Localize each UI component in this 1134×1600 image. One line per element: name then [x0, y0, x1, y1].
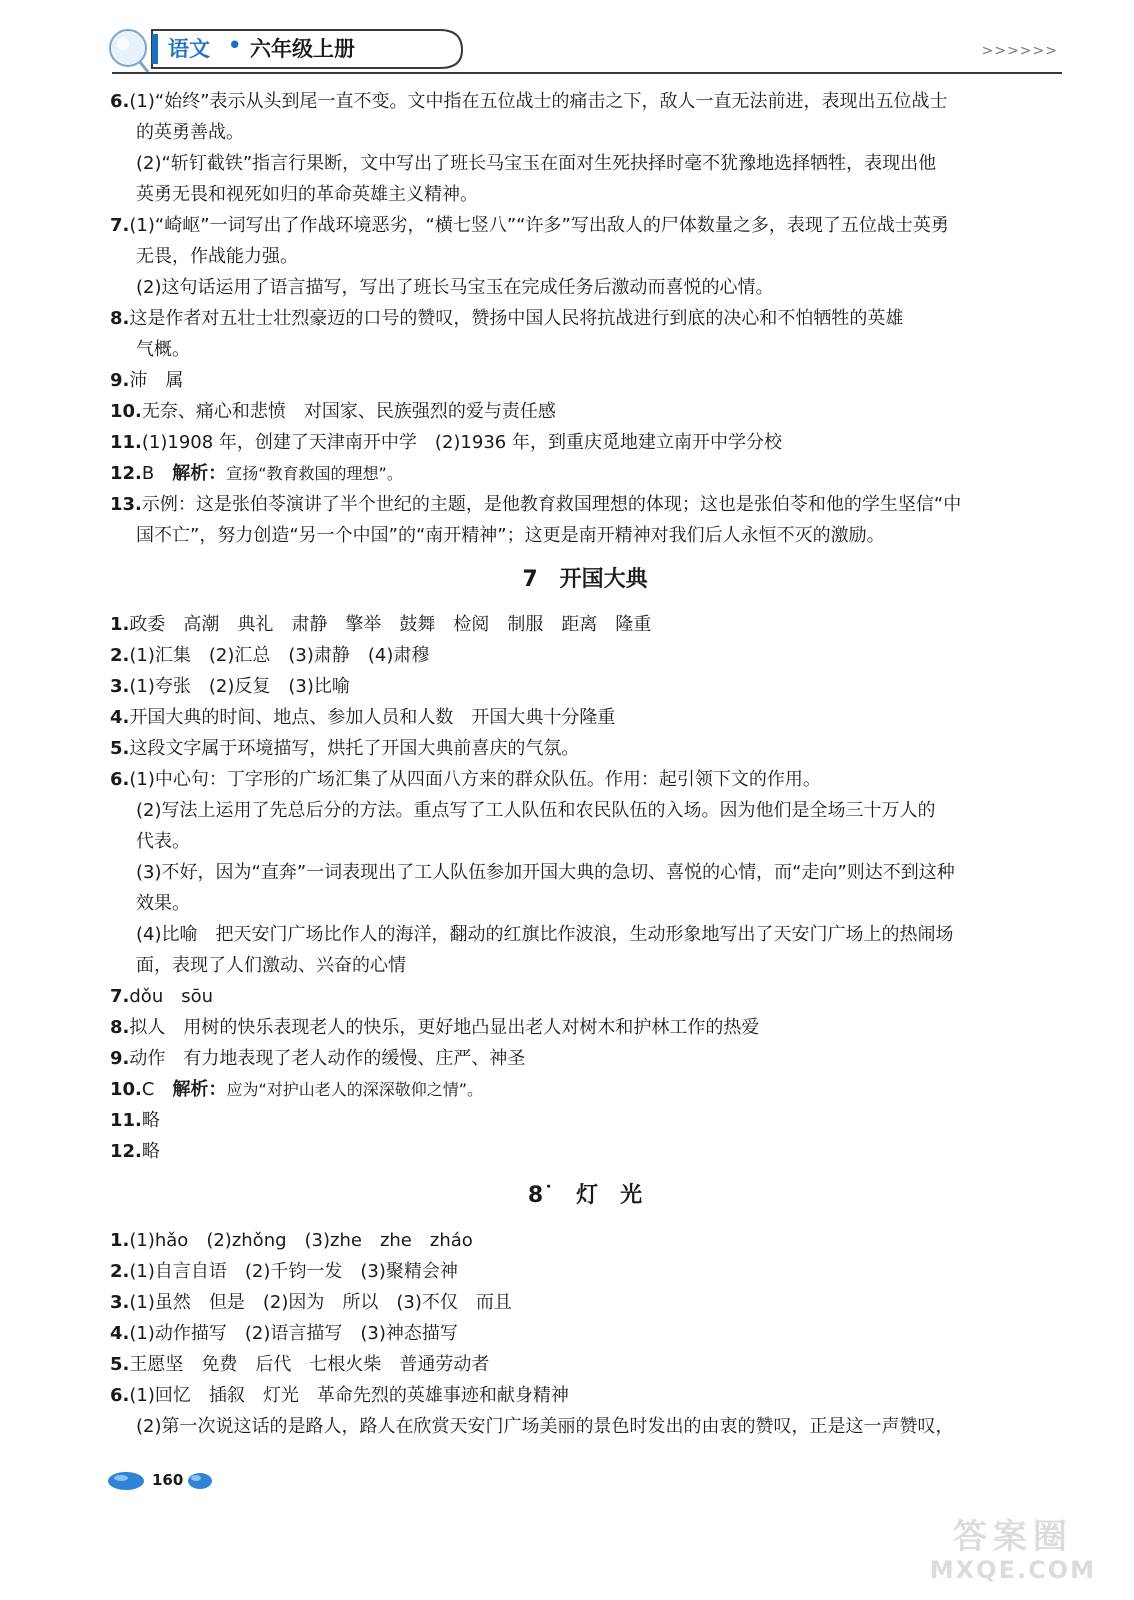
analysis-text: 应为“对护山老人的深深敬仰之情”。 [226, 1080, 484, 1099]
answer-line [110, 1043, 1060, 1074]
answer-line [110, 1349, 1060, 1380]
answer-text: 示例：这是张伯苓演讲了半个世纪的主题，是他教育救国理想的体现；这也是张伯苓和他的学生坚信“中 [141, 494, 962, 515]
question-number: 6. [110, 769, 130, 790]
answer-text: 王愿坚 免费 后代 七根火柴 普通劳动者 [129, 1354, 490, 1375]
answer-line [110, 1225, 1060, 1256]
answer-line [110, 888, 1060, 919]
question-number: 2. [110, 1261, 130, 1282]
answer-line [110, 609, 1060, 640]
question-number: 12. [110, 1141, 142, 1162]
answer-line [110, 733, 1060, 764]
question-number: 3. [110, 676, 130, 697]
answer-line [110, 148, 1060, 179]
watermark-line2: MXQE.COM [929, 1556, 1096, 1584]
answer-text: 无畏，作战能力强。 [136, 246, 298, 267]
question-number: 2. [110, 645, 130, 666]
answer-line [110, 396, 1060, 427]
answer-line [110, 795, 1060, 826]
analysis-label: 解析： [172, 463, 227, 484]
question-number: 1. [110, 1230, 130, 1251]
answer-line [110, 981, 1060, 1012]
question-number: 6. [110, 1385, 130, 1406]
answer-text: 无奈、痛心和悲愤 对国家、民族强烈的爱与责任感 [141, 401, 556, 422]
answer-line [110, 365, 1060, 396]
answer-text: 略 [141, 1110, 160, 1131]
question-number: 5. [110, 738, 130, 759]
answer-text: dǒu sōu [129, 986, 214, 1007]
answer-text: (1)汇集 (2)汇总 (3)肃静 (4)肃穆 [129, 645, 430, 666]
answer-text: (1)自言自语 (2)千钧一发 (3)聚精会神 [129, 1261, 458, 1282]
answer-line [110, 1105, 1060, 1136]
answer-text: (1)中心句：丁字形的广场汇集了从四面八方来的群众队伍。作用：起引领下文的作用。 [129, 769, 821, 790]
answer-line [110, 117, 1060, 148]
question-number: 3. [110, 1292, 130, 1313]
answer-line [110, 950, 1060, 981]
answer-text: 代表。 [136, 831, 190, 852]
question-number: 4. [110, 1323, 130, 1344]
question-number: 13. [110, 494, 142, 515]
answer-text: (1)1908 年，创建了天津南开中学 (2)1936 年，到重庆觅地建立南开中学分校 [141, 432, 782, 453]
question-number: 6. [110, 91, 130, 112]
answer-text: (3)不好，因为“直奔”一词表现出了工人队伍参加开国大典的急切、喜悦的心情，而“走向”则达不到这种 [136, 862, 955, 883]
section-heading: 灯 光 [576, 1183, 643, 1208]
answer-line [110, 86, 1060, 117]
page-footer [108, 1468, 218, 1492]
answer-line [110, 857, 1060, 888]
answer-text: (1)回忆 插叙 灯光 革命先烈的英雄事迹和献身精神 [129, 1385, 569, 1406]
section-number: 7 [522, 567, 538, 592]
answer-line [110, 1411, 1060, 1442]
answer-line [110, 241, 1060, 272]
answer-text: 国不亡”，努力创造“另一个中国”的“南开精神”；这更是南开精神对我们后人永恒不灭的激励。 [136, 525, 885, 546]
answer-text: (1)夸张 (2)反复 (3)比喻 [129, 676, 350, 697]
header-subject: 语文 [168, 37, 210, 61]
watermark-line1: 答案圈 [952, 1517, 1073, 1557]
answer-text: 的英勇善战。 [136, 122, 244, 143]
answer-line [110, 427, 1060, 458]
answer-line [110, 919, 1060, 950]
answer-text: 开国大典的时间、地点、参加人员和人数 开国大典十分隆重 [129, 707, 616, 728]
answer-line [110, 458, 1060, 489]
header-arrows: >>>>>> [981, 43, 1058, 59]
question-number: 11. [110, 1110, 142, 1131]
answer-text: C [141, 1079, 173, 1100]
answer-line [110, 334, 1060, 365]
answer-line [110, 640, 1060, 671]
analysis-text: 宣扬“教育救国的理想”。 [226, 464, 403, 483]
answer-text: 这段文字属于环境描写，烘托了开国大典前喜庆的气氛。 [129, 738, 580, 759]
question-number: 12. [110, 463, 142, 484]
answer-line [110, 1136, 1060, 1167]
section-number: 8˙ [527, 1183, 555, 1208]
answer-line [110, 179, 1060, 210]
answer-line [110, 826, 1060, 857]
header-dot: • [228, 33, 242, 57]
answer-line [110, 1012, 1060, 1043]
answer-text: (1)hǎo (2)zhǒng (3)zhe zhe zháo [129, 1230, 473, 1251]
question-number: 1. [110, 614, 130, 635]
section-title [110, 553, 1060, 607]
header-rule [112, 72, 1062, 74]
answer-text: 动作 有力地表现了老人动作的缓慢、庄严、神圣 [129, 1048, 526, 1069]
question-number: 10. [110, 401, 142, 422]
question-number: 5. [110, 1354, 130, 1375]
answer-line [110, 489, 1060, 520]
section-title [110, 1169, 1060, 1223]
answer-line [110, 702, 1060, 733]
answer-line [110, 671, 1060, 702]
answer-text: B [141, 463, 173, 484]
answer-text: (4)比喻 把天安门广场比作人的海洋，翻动的红旗比作波浪，生动形象地写出了天安门广场上的热闹场 [136, 924, 954, 945]
answer-line [110, 1380, 1060, 1411]
question-number: 9. [110, 1048, 130, 1069]
question-number: 9. [110, 370, 130, 391]
answer-line [110, 303, 1060, 334]
answer-text: 面，表现了人们激动、兴奋的心情 [136, 955, 406, 976]
answer-text: 这是作者对五壮士壮烈豪迈的口号的赞叹，赞扬中国人民将抗战进行到底的决心和不怕牺牲的英雄 [129, 308, 904, 329]
watermark [930, 1518, 1096, 1584]
answer-line [110, 1318, 1060, 1349]
analysis-label: 解析： [172, 1079, 227, 1100]
page-header [0, 0, 1134, 90]
question-number: 11. [110, 432, 142, 453]
question-number: 7. [110, 986, 130, 1007]
answer-line [110, 1074, 1060, 1105]
answer-text: 略 [141, 1141, 160, 1162]
answer-line [110, 272, 1060, 303]
page-number: 160 [152, 1471, 184, 1489]
answer-content [110, 86, 1060, 1442]
answer-text: 英勇无畏和视死如归的革命英雄主义精神。 [136, 184, 478, 205]
answer-text: (2)“斩钉截铁”指言行果断，文中写出了班长马宝玉在面对生死抉择时毫不犹豫地选择牺牲，表现出他 [136, 153, 937, 174]
question-number: 4. [110, 707, 130, 728]
answer-line [110, 1287, 1060, 1318]
answer-text: (1)虽然 但是 (2)因为 所以 (3)不仅 而且 [129, 1292, 512, 1313]
header-grade: 六年级上册 [250, 37, 355, 61]
answer-text: 效果。 [136, 893, 190, 914]
answer-line [110, 764, 1060, 795]
answer-text: (1)“始终”表示从头到尾一直不变。文中指在五位战士的痛击之下，敌人一直无法前进，表现出五位战士 [129, 91, 948, 112]
answer-text: (2)这句话运用了语言描写，写出了班长马宝玉在完成任务后激动而喜悦的心情。 [136, 277, 774, 298]
question-number: 8. [110, 308, 130, 329]
question-number: 10. [110, 1079, 142, 1100]
answer-text: 气概。 [136, 339, 190, 360]
answer-text: 政委 高潮 典礼 肃静 擎举 鼓舞 检阅 制服 距离 隆重 [129, 614, 652, 635]
section-heading: 开国大典 [559, 567, 648, 592]
answer-text: (1)动作描写 (2)语言描写 (3)神态描写 [129, 1323, 458, 1344]
answer-text: (1)“崎岖”一词写出了作战环境恶劣，“横七竖八”“许多”写出敌人的尸体数量之多，表现了五位战士英勇 [129, 215, 949, 236]
answer-line [110, 520, 1060, 551]
answer-line [110, 210, 1060, 241]
question-number: 8. [110, 1017, 130, 1038]
answer-text: 沛 属 [129, 370, 184, 391]
answer-text: (2)写法上运用了先总后分的方法。重点写了工人队伍和农民队伍的入场。因为他们是全场三十万人的 [136, 800, 936, 821]
answer-line [110, 1256, 1060, 1287]
question-number: 7. [110, 215, 130, 236]
answer-text: (2)第一次说这话的是路人，路人在欣赏天安门广场美丽的景色时发出的由衷的赞叹，正是这一声赞叹， [136, 1416, 954, 1437]
answer-text: 拟人 用树的快乐表现老人的快乐，更好地凸显出老人对树木和护林工作的热爱 [129, 1017, 760, 1038]
